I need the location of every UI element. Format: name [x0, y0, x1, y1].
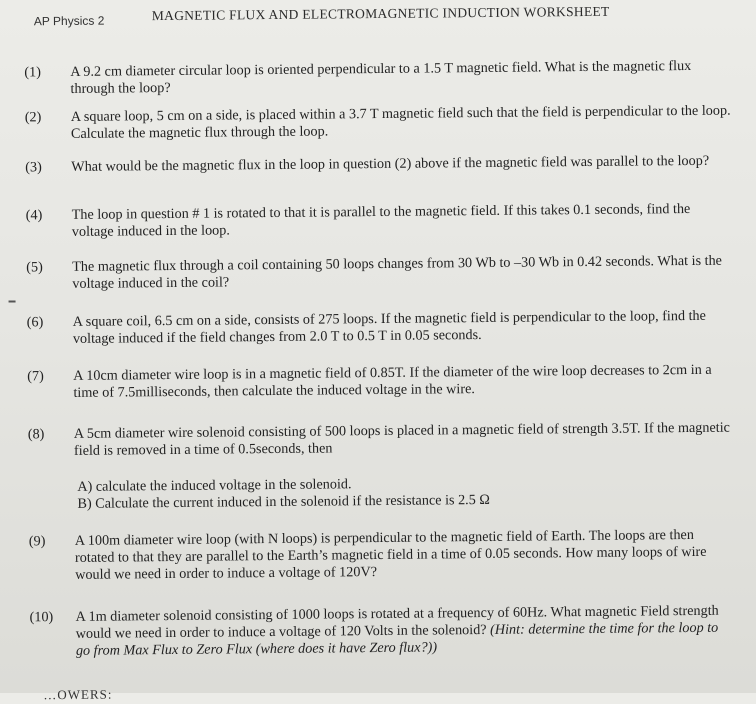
question-text — [76, 603, 736, 660]
question-number: (10) — [29, 609, 54, 626]
question-4 — [25, 200, 726, 240]
question-6 — [26, 307, 727, 347]
question-number: (5) — [26, 259, 43, 276]
question-text: A 10cm diameter wire loop is in a magnetic field of 0.85T. If the diameter of the wire loop decreases to 2cm in a time of 7.5milliseconds, then calculate the induced voltage in the wire. — [73, 361, 712, 401]
question-text: A 5cm diameter wire solenoid consisting of 500 loops is placed in a magnetic field of strength 3.5T. If the magnetic field is removed in a time of 0.5seconds, then — [73, 419, 731, 459]
question-number: (7) — [27, 368, 44, 385]
question-hint: (Hint: determine the time for the loop to go from Max Flux to Zero Flux (where does it have Zero flux?)) — [75, 619, 719, 659]
question-main-text: A 1m diameter solenoid consisting of 1000 loops is rotated at a frequency of 60Hz. What magnetic Field strength would we need in order to induce a voltage of 120 Volts in the solenoid? — [75, 602, 719, 642]
question-5 — [26, 252, 726, 292]
question-text: A square loop, 5 cm on a side, is placed within a 3.7 T magnetic field such that the field is perpendicular to the loop. Calculate the magnetic flux through the loop. — [70, 102, 731, 142]
question-number: (8) — [27, 426, 45, 443]
question-text: A square coil, 6.5 cm on a side, consists of 275 loops. If the magnetic field is perpendicular to the loop, find the voltage induced if the field changes from 2.0 T to 0.5 T in 0.05 seconds. — [72, 307, 706, 347]
question-text: A 100m diameter wire loop (with N loops) is perpendicular to the magnetic field of Earth. The loops are then rotated to that they are parallel to the Earth’s magnetic field in a time of 0.05 seconds. How many loops of wire would we need in order to induce a voltage of 120V? — [74, 526, 707, 583]
question-text: What would be the magnetic flux in the loop in question (2) above if the magnetic field was parallel to the loop? — [71, 152, 710, 175]
question-10 — [29, 602, 730, 659]
question-8-part-a: A) calculate the induced voltage in the solenoid. — [77, 476, 352, 495]
question-text: The loop in question # 1 is rotated to that it is parallel to the magnetic field. If this takes 0.1 seconds, find the voltage induced in the loop. — [71, 200, 691, 240]
question-number: (9) — [28, 533, 46, 550]
question-number: (2) — [24, 109, 42, 126]
question-text: The magnetic flux through a coil containing 50 loops changes from 30 Wb to –30 Wb in 0.42 seconds. What is the voltage induced in the coil? — [72, 252, 723, 292]
question-number: (4) — [25, 207, 43, 224]
question-number: (1) — [24, 64, 41, 81]
cut-off-footer-text: …OWERS: — [43, 686, 113, 703]
question-number: (6) — [26, 314, 44, 331]
margin-pencil-mark — [9, 300, 16, 302]
question-number: (3) — [25, 159, 42, 176]
question-2 — [24, 102, 731, 142]
question-text: A 9.2 cm diameter circular loop is oriented perpendicular to a 1.5 T magnetic field. What is the magnetic flux through the loop? — [70, 57, 692, 97]
question-1 — [24, 57, 724, 97]
question-8 — [27, 419, 731, 459]
question-7 — [27, 361, 727, 401]
course-label: AP Physics 2 — [33, 13, 105, 29]
worksheet-title: MAGNETIC FLUX AND ELECTROMAGNETIC INDUCTION WORKSHEET — [151, 3, 610, 24]
question-9 — [28, 526, 729, 583]
question-8-part-b: B) Calculate the current induced in the solenoid if the resistance is 2.5 Ω — [77, 491, 490, 512]
question-3 — [25, 152, 725, 176]
